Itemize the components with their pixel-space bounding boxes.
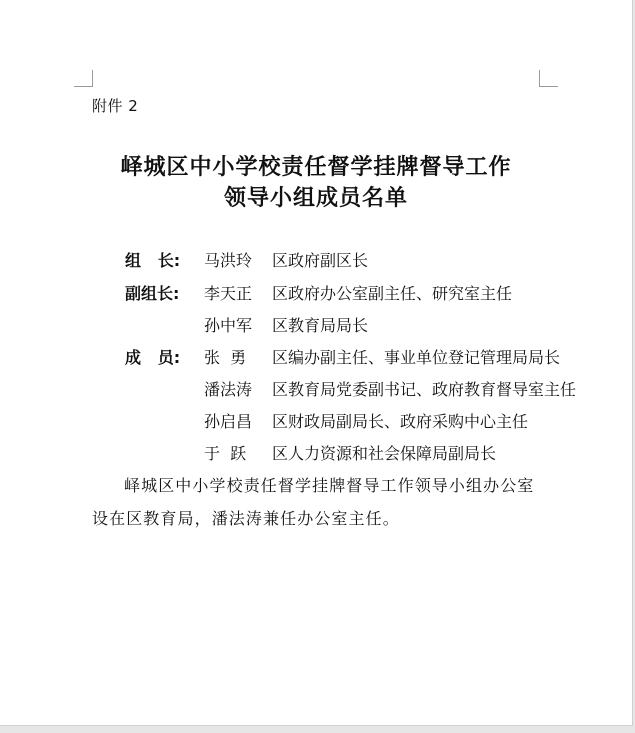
member-position: 区编办副主任、事业单位登记管理局局长	[272, 348, 561, 367]
member-name: 潘法涛	[204, 380, 253, 399]
office-paragraph-line-1: 峄城区中小学校责任督学挂牌督导工作领导小组办公室	[124, 476, 535, 495]
top-left-margin-mark	[74, 70, 93, 87]
role-label: 成 员:	[125, 348, 181, 367]
document-title-line-1: 峄城区中小学校责任督学挂牌督导工作	[120, 154, 512, 180]
member-name: 李天正	[204, 284, 253, 303]
member-position: 区政府副区长	[272, 251, 369, 270]
document-title-line-2: 领导小组成员名单	[223, 185, 408, 211]
member-name: 孙中军	[204, 316, 253, 335]
member-name: 马洪玲	[204, 251, 253, 270]
attachment-label: 附件 2	[92, 97, 139, 115]
role-label: 副组长:	[125, 284, 180, 303]
office-paragraph-line-2: 设在区教育局，潘法涛兼任办公室主任。	[92, 509, 400, 528]
member-position: 区人力资源和社会保障局副局长	[272, 444, 497, 463]
member-name: 张 勇	[204, 348, 247, 367]
role-label: 组 长:	[125, 251, 181, 270]
top-right-margin-mark	[539, 70, 558, 87]
member-name: 孙启昌	[204, 412, 253, 431]
member-position: 区财政局副局长、政府采购中心主任	[272, 412, 529, 431]
member-position: 区教育局党委副书记、政府教育督导室主任	[272, 380, 577, 399]
member-position: 区政府办公室副主任、研究室主任	[272, 284, 513, 303]
member-position: 区教育局局长	[272, 316, 369, 335]
member-name: 于 跃	[204, 444, 247, 463]
